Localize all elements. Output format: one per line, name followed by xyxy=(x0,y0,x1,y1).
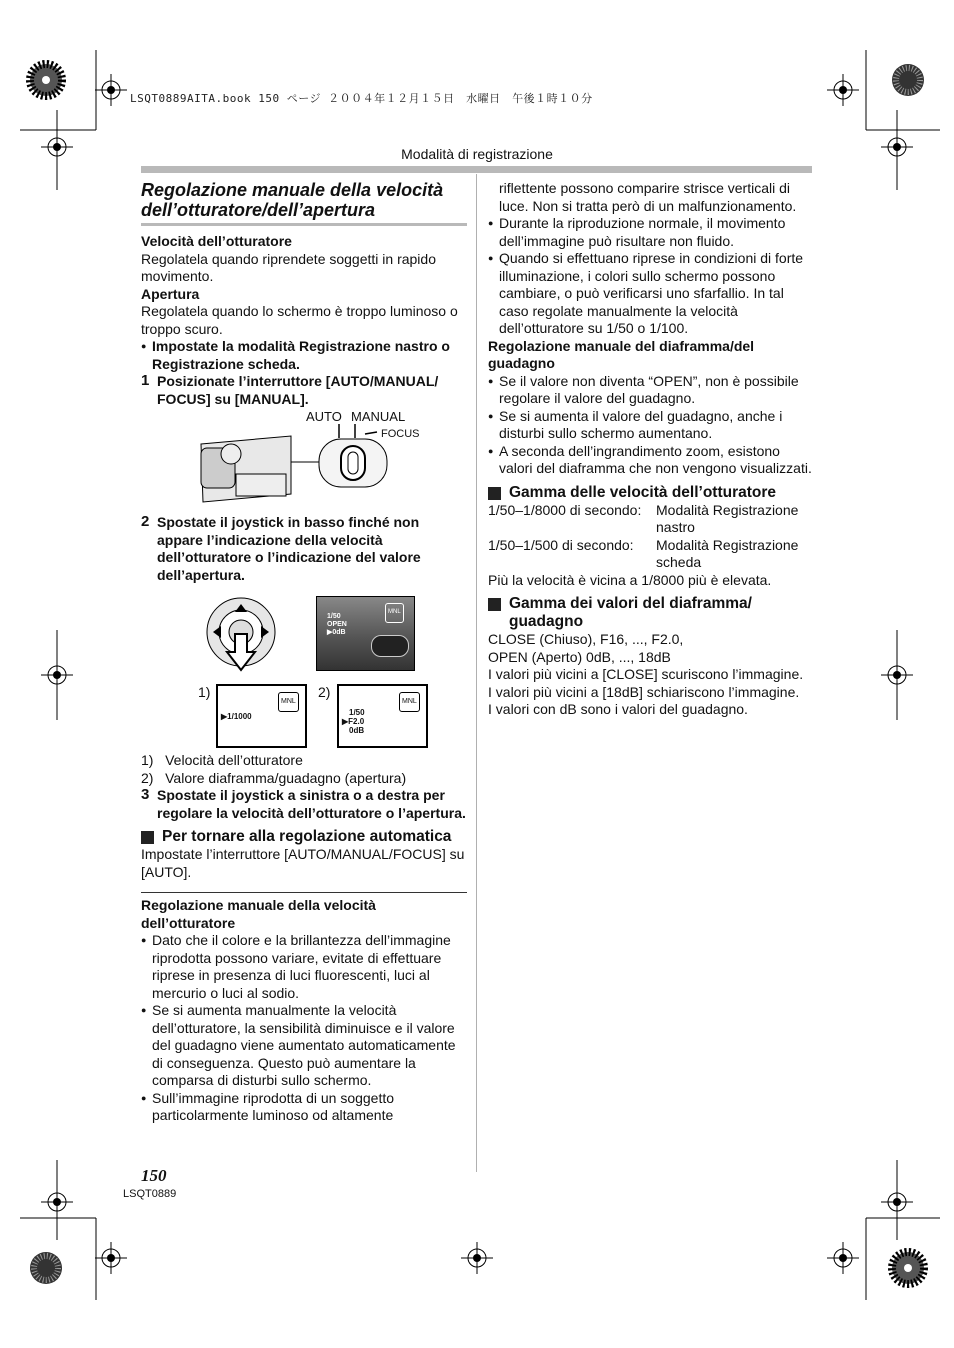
switch-figure xyxy=(141,409,467,517)
screen-aperture: MNL 1/50 ▶F2.0 0dB xyxy=(337,684,428,748)
bullet-item: ● Se si aumenta manualmente la velocità dell’otturatore, la sensibilità diminuisce e il valore del guadagno viene aumentato automaticamente di conseguenza. Questo può aumentare la comparsa di disturbi sullo schermo. xyxy=(141,1002,467,1090)
bullet-item: ● Se il valore non diventa “OPEN”, non è possibile regolare il valore del guadagno. xyxy=(488,373,813,408)
column-separator xyxy=(476,174,477,1172)
shutter-range-heading: Gamma delle velocità dell’otturatore xyxy=(488,484,813,502)
auto-return-text: Impostate l’interruttore [AUTO/MANUAL/FOCUS] su [AUTO]. xyxy=(141,846,465,880)
mode-bullet: ● Impostate la modalità Registrazione nastro o Registrazione scheda. xyxy=(141,338,467,373)
iris-line: I valori con dB sono i valori del guadagno. xyxy=(488,701,748,717)
header-rule xyxy=(141,166,812,173)
aperture-heading: Apertura xyxy=(141,285,200,302)
divider xyxy=(141,892,467,893)
bullet-item: ● Se si aumenta il valore del guadagno, anche i disturbi sullo schermo aumentano. xyxy=(488,408,813,443)
step-3: 3 Spostate il joystick a sinistra o a destra per regolare la velocità dell’otturatore o l’apertura. xyxy=(141,786,466,821)
bullet-item: ● Quando si effettuano riprese in condizioni di forte illuminazione, i colori sullo schermo possono cambiare, o può verificarsi uno sfarfallio. In tal caso regolate manualmente la velocità dell’otturatore su 1/50 o 1/100. xyxy=(488,250,813,338)
shutter-text: Regolatela quando riprendete soggetti in rapido movimento. xyxy=(141,250,436,284)
right-column xyxy=(488,180,813,719)
iris-line: I valori più vicini a [CLOSE] scuriscono l’immagine. xyxy=(488,666,804,682)
joystick-illustration xyxy=(205,596,277,672)
iris-range-heading: Gamma dei valori del diaframma/ guadagno xyxy=(488,595,813,631)
document-code: LSQT0889 xyxy=(123,1188,177,1200)
screen-shutter: MNL ▶1/1000 xyxy=(216,684,307,748)
manual-shutter-heading: Regolazione manuale della velocità dell’otturatore xyxy=(141,897,376,931)
iris-heading: Regolazione manuale del diaframma/del guadagno xyxy=(488,337,755,371)
bullet-item: ● Dato che il colore e la brillantezza dell’immagine riprodotta possono variare, evitate di effettuare riprese in presenza di luci fluorescenti, luci al mercurio o luci al sodio. xyxy=(141,932,467,1002)
left-column xyxy=(141,180,467,1125)
note-2: 2) Valore diaframma/guadagno (apertura) xyxy=(141,769,407,786)
focus-label: FOCUS xyxy=(381,428,420,440)
lcd-preview: MNL 1/50 OPEN ▶0dB xyxy=(316,596,415,671)
auto-return-heading: Per tornare alla regolazione automatica xyxy=(141,828,467,846)
iris-line: CLOSE (Chiuso), F16, ..., F2.0, xyxy=(488,631,684,647)
bullet-item: ● Durante la riproduzione normale, il movimento dell’immagine può risultare non fluido. xyxy=(488,215,813,250)
joystick-overlay-icon xyxy=(371,635,409,657)
continuation-text: riflettente possono comparire strisce verticali di luce. Non si tratta però di un malfunzionamento. xyxy=(499,180,797,214)
auto-label: AUTO xyxy=(306,409,342,424)
manual-label: MANUAL xyxy=(351,409,406,424)
range-note: Più la velocità è vicina a 1/8000 più è elevata. xyxy=(488,571,772,588)
page-number: 150 xyxy=(141,1166,167,1185)
bullet-item: ● A seconda dell’ingrandimento zoom, esistono valori del diaframma che non vengono visualizzati. xyxy=(488,443,813,478)
step-2: 2 Spostate il joystick in basso finché non appare l’indicazione della velocità dell’otturatore o l’indicazione del valore dell’apertura. xyxy=(141,513,421,583)
joystick-figure xyxy=(141,596,467,674)
aperture-text: Regolatela quando lo schermo è troppo luminoso o troppo scuro. xyxy=(141,303,458,337)
iris-line: I valori più vicini a [18dB] schiariscono l’immagine. xyxy=(488,683,800,700)
step-1: 1 Posizionate l’interruttore [AUTO/MANUAL/ FOCUS] su [MANUAL]. xyxy=(141,372,439,407)
running-head: Modalità di registrazione xyxy=(401,146,553,162)
note-1: 1) Velocità dell’otturatore xyxy=(141,752,303,768)
shutter-range-table: 1/50–1/8000 di secondo: Modalità Registrazione nastro 1/50–1/500 di secondo: Modalità Registrazione scheda xyxy=(488,501,799,570)
section-title: Regolazione manuale della velocità dell’otturatore/dell’apertura xyxy=(141,180,467,226)
bullet-item: ● Sull’immagine riprodotta di un soggetto particolarmente luminoso od altamente xyxy=(141,1090,467,1125)
iris-line: OPEN (Aperto) 0dB, ..., 18dB xyxy=(488,648,671,665)
shutter-heading: Velocità dell’otturatore xyxy=(141,233,292,249)
lcd-screens-figure: 1) MNL ▶1/1000 2) MNL 1/50 ▶F2.0 0dB xyxy=(141,684,467,748)
print-meta-line: LSQT0889AITA.book 150 ページ ２００４年１２月１５日 水曜日 午後１時１０分 xyxy=(130,92,593,105)
